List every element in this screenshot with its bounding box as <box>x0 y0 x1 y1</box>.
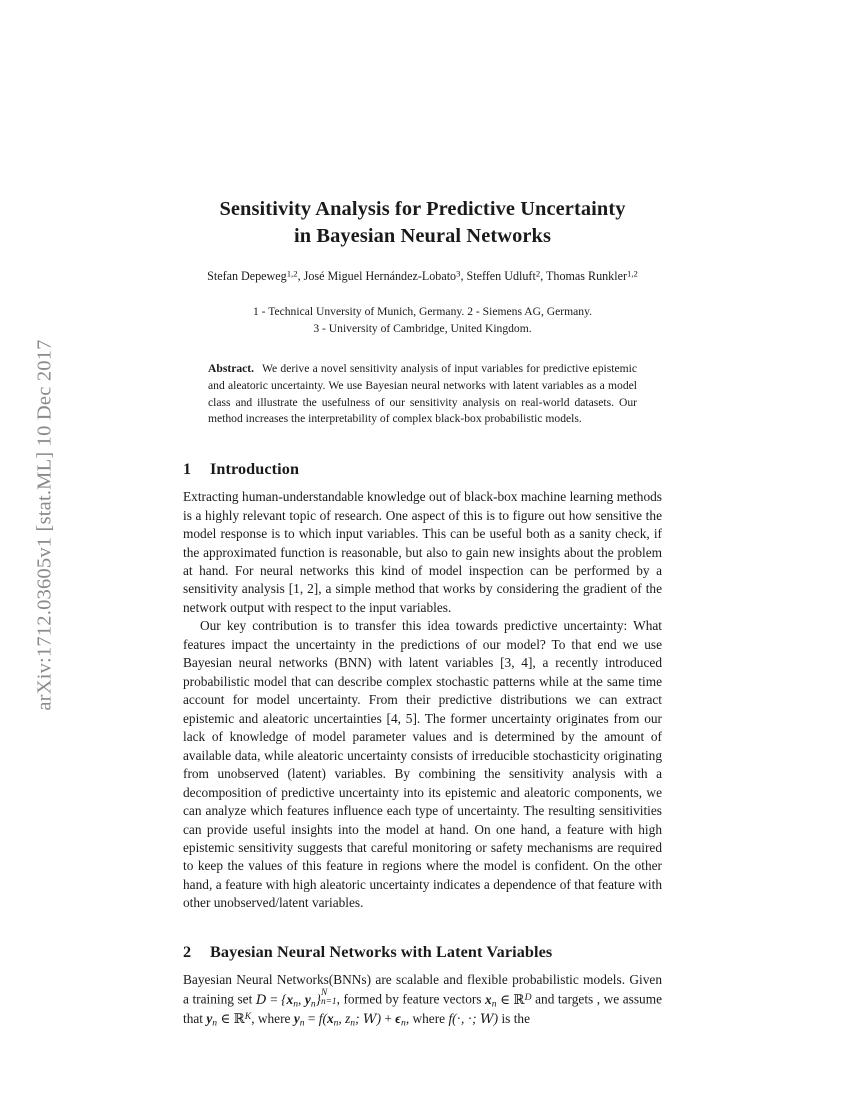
math-training-set: $D = \{x_n$, $y_n$} N n=1 <box>255 988 337 1010</box>
affiliation-line-1: 1 - Technical Unversity of Munich, Germany. 2 - Siemens AG, Germany. <box>252 304 593 318</box>
paper-title-line-2: in Bayesian Neural Networks <box>293 225 551 248</box>
author-separator-3: , <box>540 269 547 284</box>
title-block <box>183 196 662 337</box>
section-2-text-part-3: and targets <box>531 991 597 1007</box>
paper-title-line-1: Sensitivity Analysis for Predictive Uncertainty <box>219 198 626 220</box>
math-feature-vector: $x_n$ ∈ ℝ$^D$ <box>485 991 532 1010</box>
affiliation-line-2: 3 - University of Cambridge, United Kingdom. <box>313 321 532 335</box>
author-affil-marker-2: 3 <box>456 268 461 279</box>
section-1-paragraph-1: Extracting human-understandable knowledge out of black-box machine learning methods is a highly relevant topic of research. One aspect of this is to figure out how sensitive the model response is to which input variables. This can be useful both as a sanity check, if the approximated function is reasonable, but also to gain new insights about the problem at hand. For neural networks this kind of model inspection can be performed by a sensitivity analysis [1, 2], a simple method that works by considering the gradient of the network output with respect to the input variables. <box>183 489 662 615</box>
section-2-text-part-6: , where <box>405 1011 449 1027</box>
section-2-text-part-4: , we assume that <box>183 991 663 1027</box>
author-affil-marker-3: 2 <box>535 268 541 279</box>
section-2-text-part-1: Bayesian Neural Networks(BNNs) are scalable and flexible probabilistic models. Given a training set <box>183 971 662 1007</box>
section-heading-introduction <box>183 460 662 479</box>
abstract-label: Abstract. <box>208 362 255 376</box>
section-2-text-part-5: , where <box>251 1011 294 1027</box>
author-name-2: José Miguel Hernández-Lobato <box>303 269 457 284</box>
section-title-2: Bayesian Neural Networks with Latent Variables <box>210 942 553 961</box>
math-model-equation: $y_n = f(x_n$, $z_n$; $W) + \epsilon_n$ <box>293 1011 406 1029</box>
author-name-3: Steffen Udluft <box>466 269 536 284</box>
section-2-text-part-7: is the <box>498 1011 530 1027</box>
abstract-block <box>208 361 637 428</box>
section-2-text-part-2: , formed by feature vectors <box>336 991 486 1007</box>
section-heading-bayesian-neural-networks <box>183 943 662 962</box>
section-number-1: 1 <box>183 460 192 479</box>
author-list <box>183 268 662 284</box>
section-title-1: Introduction <box>210 460 300 479</box>
author-name-4: Thomas Runkler <box>546 269 627 284</box>
author-separator-2: , <box>460 269 467 284</box>
section-2-paragraph-1 <box>183 971 662 1030</box>
section-number-2: 2 <box>183 942 192 961</box>
author-affil-marker-4: 1,2 <box>626 268 638 279</box>
abstract-text: We derive a novel sensitivity analysis of input variables for predictive epistemic and aleatoric uncertainty. We use Bayesian neural networks with latent variables as a model class and illustrate the usefulness of our sensitivity analysis on real-world datasets. Our method increases the interpretability of complex black-box probabilistic models. <box>208 362 637 426</box>
author-affil-marker-1: 1,2 <box>286 268 298 279</box>
affiliation-block <box>183 303 662 338</box>
author-name-1: Stefan Depeweg <box>207 269 287 284</box>
math-target-vector: $y_n$ ∈ ℝ$^K$ <box>206 1011 252 1029</box>
arxiv-identifier-stamp: arXiv:1712.03605v1 [stat.ML] 10 Dec 2017 <box>33 339 56 711</box>
page-title <box>183 196 662 250</box>
paper-page <box>183 0 662 1100</box>
section-1-paragraph-2: Our key contribution is to transfer this idea towards predictive uncertainty: What features impact the uncertainty in the predictions of our model? To that end we use Bayesian neural networks (BNN) with latent variables [3, 4], a recently introduced probabilistic model that can describe complex stochastic patterns while at the same time account for model uncertainty. From their predictive distributions we can extract epistemic and aleatoric uncertainties [4, 5]. The former uncertainty originates from our lack of knowledge of model parameter values and is determined by the amount of available data, while aleatoric uncertainty consists of irreducible stochasticity originating from unobserved (latent) variables. By combining the sensitivity analysis with a decomposition of predictive uncertainty into its epistemic and aleatoric components, we can analyze which features influence each type of uncertainty. The resulting sensitivities can provide useful insights into the model at hand. On one hand, a feature with high epistemic sensitivity suggests that careful monitoring or safety mechanisms are required to keep the values of this feature in regions where the model is confident. On the other hand, a feature with high aleatoric uncertainty indicates a dependence of that feature with other unobserved/latent variables. <box>183 618 662 911</box>
math-function-notation: f(·, ·; W) <box>448 1011 499 1028</box>
author-separator-1: , <box>297 269 304 284</box>
